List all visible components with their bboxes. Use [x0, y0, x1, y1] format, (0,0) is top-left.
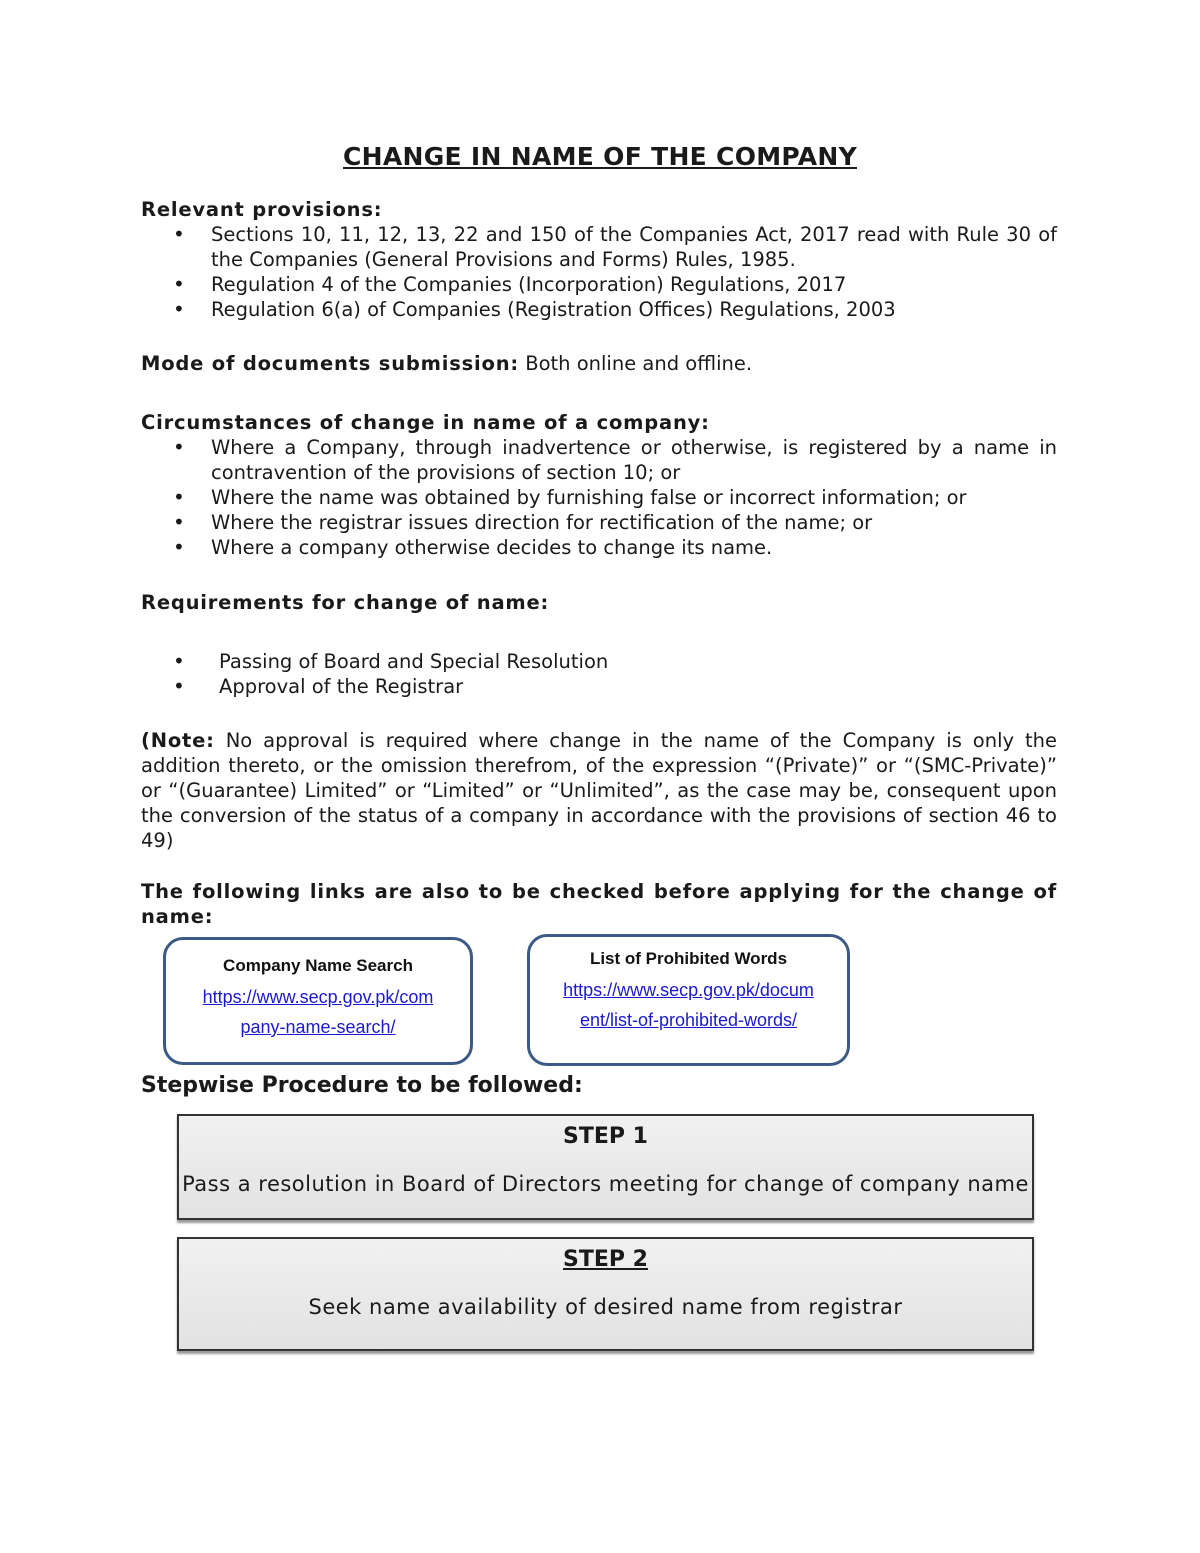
prohibited-words-link[interactable]: https://www.secp.gov.pk/docum ent/list-of-prohibited-words/ — [563, 980, 814, 1030]
list-item: • Where a company otherwise decides to change its name. — [141, 535, 1057, 560]
list-item: • Where the name was obtained by furnishing false or incorrect information; or — [141, 485, 1057, 510]
step-title: STEP 2 — [563, 1247, 648, 1272]
link-title: List of Prohibited Words — [589, 949, 788, 968]
company-name-search-link[interactable]: https://www.secp.gov.pk/com pany-name-search/ — [202, 987, 434, 1037]
note-open: ( — [141, 729, 151, 752]
step-description: Seek name availability of desired name from registrar — [308, 1295, 903, 1319]
note-paragraph — [141, 728, 1057, 853]
list-item: • Where the registrar issues direction for rectification of the name; or — [141, 510, 1057, 535]
relevant-provisions-section — [141, 197, 1057, 322]
company-name-search-box — [163, 937, 473, 1065]
list-item: • Approval of the Registrar — [141, 674, 1057, 699]
mode-of-submission — [141, 351, 1057, 376]
circumstances-heading: Circumstances of change in name of a company: — [141, 411, 710, 434]
list-item: • Sections 10, 11, 12, 13, 22 and 150 of the Companies Act, 2017 read with Rule 30 of the Companies (General Provisions and Forms) Rules, 1985. — [141, 222, 1057, 272]
step-title: STEP 1 — [563, 1124, 648, 1149]
step-1-box — [177, 1114, 1034, 1220]
note-label: Note: — [150, 729, 215, 752]
list-item: • Passing of Board and Special Resolution — [141, 649, 1057, 674]
requirements-heading: Requirements for change of name: — [141, 591, 550, 614]
requirements-section — [141, 590, 1057, 699]
mode-value: Both online and offline. — [519, 352, 753, 375]
procedure-heading: Stepwise Procedure to be followed: — [141, 1073, 583, 1098]
list-item: • Regulation 4 of the Companies (Incorporation) Regulations, 2017 — [141, 272, 1057, 297]
page-title: CHANGE IN NAME OF THE COMPANY — [342, 142, 858, 171]
note-text: No approval is required where change in the name of the Company is only the addition thereto, or the omission therefrom, of the expression “(Private)” or “(SMC-Private)” or “(Guarantee) Limited” or “Limited” or “Unlimited”, as the case may be, consequent upon the conversion of the status of a company in accordance with the provisions of section 46 to 49) — [141, 729, 1057, 852]
circumstances-section — [141, 410, 1057, 560]
links-intro: The following links are also to be checked before applying for the change of name: — [141, 880, 1057, 928]
mode-label: Mode of documents submission: — [141, 352, 520, 375]
step-2-box — [177, 1237, 1034, 1351]
list-item: • Regulation 6(a) of Companies (Registration Offices) Regulations, 2003 — [141, 297, 1057, 322]
list-item: • Where a Company, through inadvertence or otherwise, is registered by a name in contravention of the provisions of section 10; or — [141, 435, 1057, 485]
prohibited-words-box — [527, 934, 850, 1066]
link-title: Company Name Search — [223, 956, 413, 975]
relevant-provisions-heading: Relevant provisions: — [141, 198, 383, 221]
step-description: Pass a resolution in Board of Directors meeting for change of company name — [182, 1172, 1029, 1196]
